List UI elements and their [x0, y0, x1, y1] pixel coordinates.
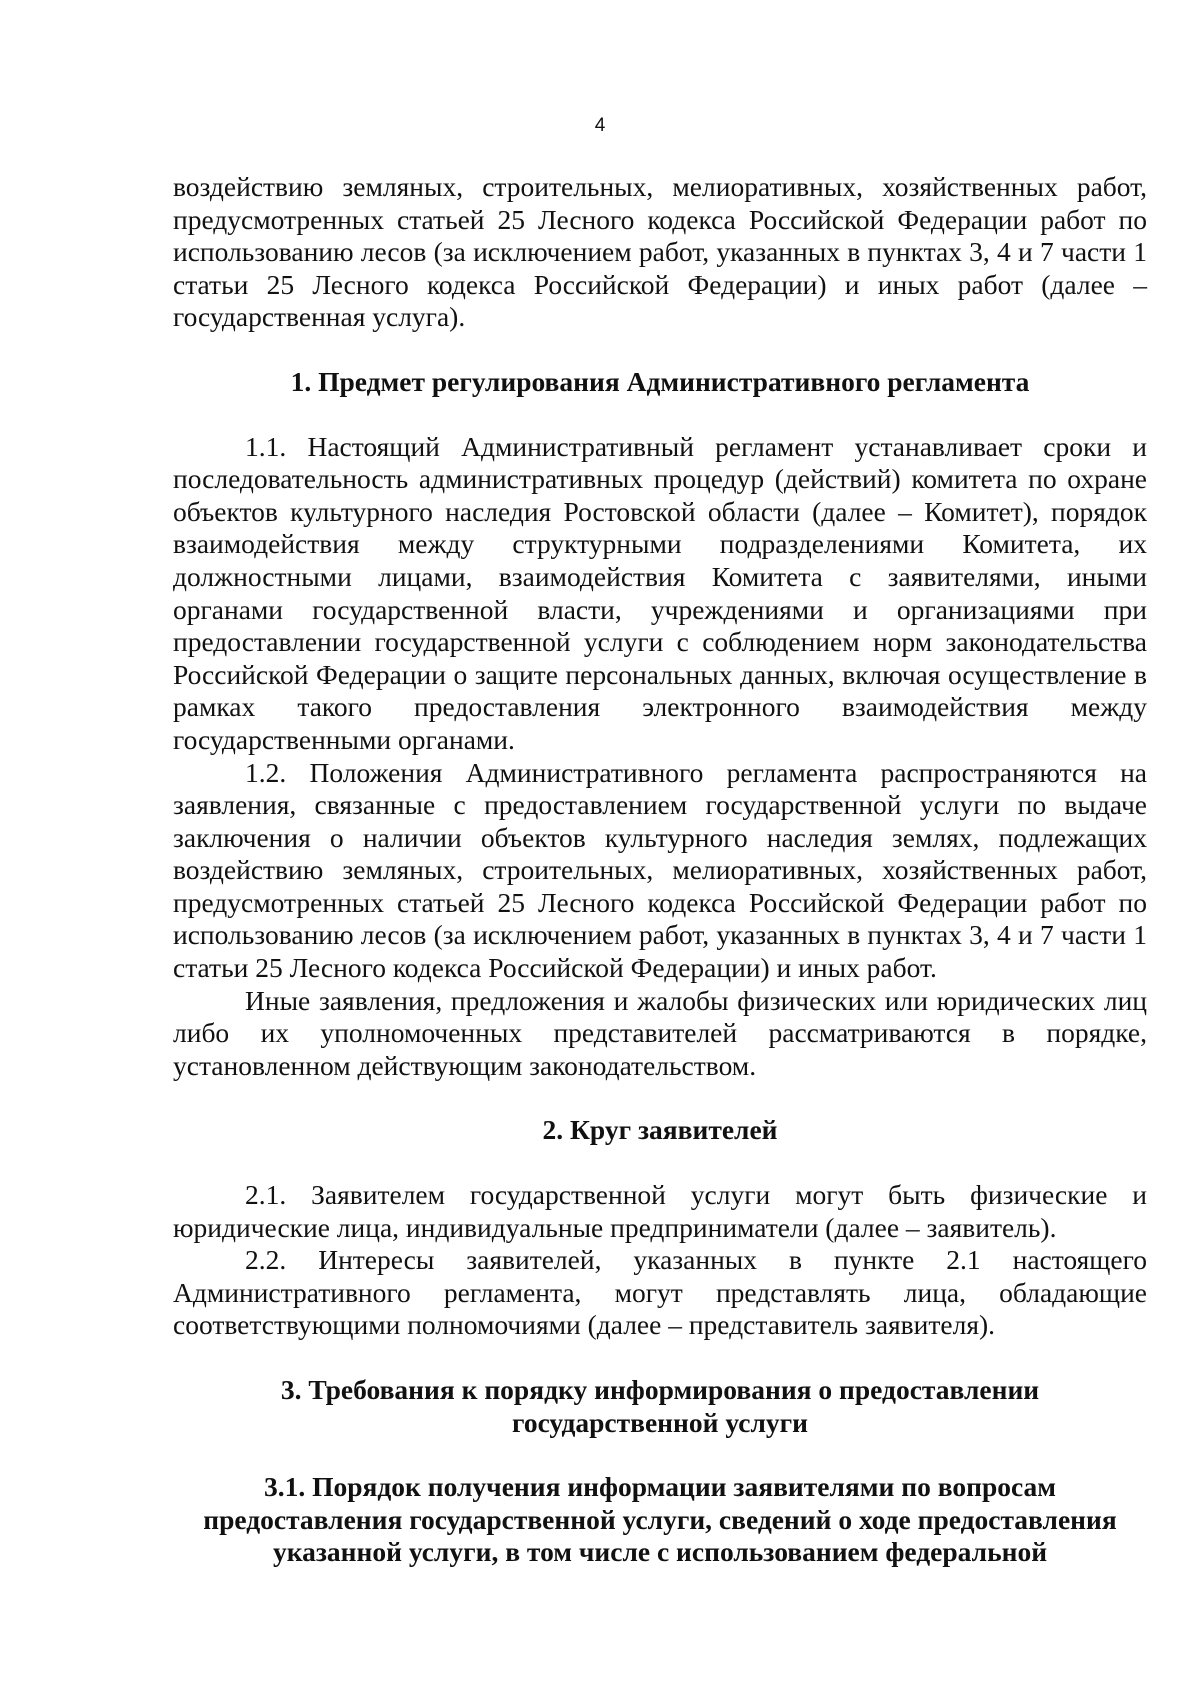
page-number: 4	[594, 115, 606, 136]
section-3-heading-line-1: 3. Требования к порядку информирования о предоставлении	[280, 1374, 1040, 1405]
section-2-body	[173, 1179, 1147, 1342]
subsection-3-1-heading	[173, 1471, 1147, 1569]
intro-paragraph: воздействию земляных, строительных, мелиоративных, хозяйственных работ, предусмотренных статьей 25 Лесного кодекса Российской Федерации работ по использованию лесов (за исключением работ, указанных в пунктах 3, 4 и 7 части 1 статьи 25 Лесного кодекса Российской Федерации) и иных работ (далее – государственная услуга).	[173, 171, 1147, 333]
section-1-body	[173, 431, 1147, 1083]
section-3-heading	[173, 1374, 1147, 1439]
paragraph-1-2: 1.2. Положения Административного регламента распространяются на заявления, связанные с предоставлением государственной услуги по выдаче заключения о наличии объектов культурного наследия землях, подлежащих воздействию земляных, строительных, мелиоративных, хозяйственных работ, предусмотренных статьей 25 Лесного кодекса Российской Федерации работ по использованию лесов (за исключением работ, указанных в пунктах 3, 4 и 7 части 1 статьи 25 Лесного кодекса Российской Федерации) и иных работ.	[173, 756, 1147, 984]
paragraph-1-1: 1.1. Настоящий Административный регламент устанавливает сроки и последовательность административных процедур (действий) комитета по охране объектов культурного наследия Ростовской области (далее – Комитет), порядок взаимодействия между структурными подразделениями Комитета, их должностными лицами, взаимодействия Комитета с заявителями, иными органами государственной власти, учреждениями и организациями при предоставлении государственной услуги с соблюдением норм законодательства Российской Федерации о защите персональных данных, включая осуществление в рамках такого предоставления электронного взаимодействия между государственными органами.	[173, 430, 1147, 755]
paragraph-2-2: 2.2. Интересы заявителей, указанных в пункте 2.1 настоящего Административного регламента, могут представлять лица, обладающие соответствующими полномочиями (далее – представитель заявителя).	[173, 1244, 1147, 1341]
section-3-heading-line-2: государственной услуги	[512, 1406, 808, 1438]
section-1-heading: 1. Предмет регулирования Административного регламента	[290, 365, 1030, 397]
subsection-3-1-heading-line-1: 3.1. Порядок получения информации заявителями по вопросам	[263, 1471, 1057, 1503]
section-2-heading: 2. Круг заявителей	[542, 1114, 778, 1146]
paragraph-1-3: Иные заявления, предложения и жалобы физических или юридических лиц либо их уполномоченных представителей рассматриваются в порядке, установленном действующим законодательством.	[173, 984, 1147, 1081]
subsection-3-1-heading-line-2: предоставления государственной услуги, сведений о ходе предоставления	[203, 1503, 1117, 1535]
subsection-3-1-heading-line-3: указанной услуги, в том числе с использованием федеральной	[272, 1536, 1048, 1568]
document-body	[173, 171, 1147, 1569]
paragraph-2-1: 2.1. Заявителем государственной услуги могут быть физические и юридические лица, индивидуальные предприниматели (далее – заявитель).	[173, 1179, 1147, 1243]
